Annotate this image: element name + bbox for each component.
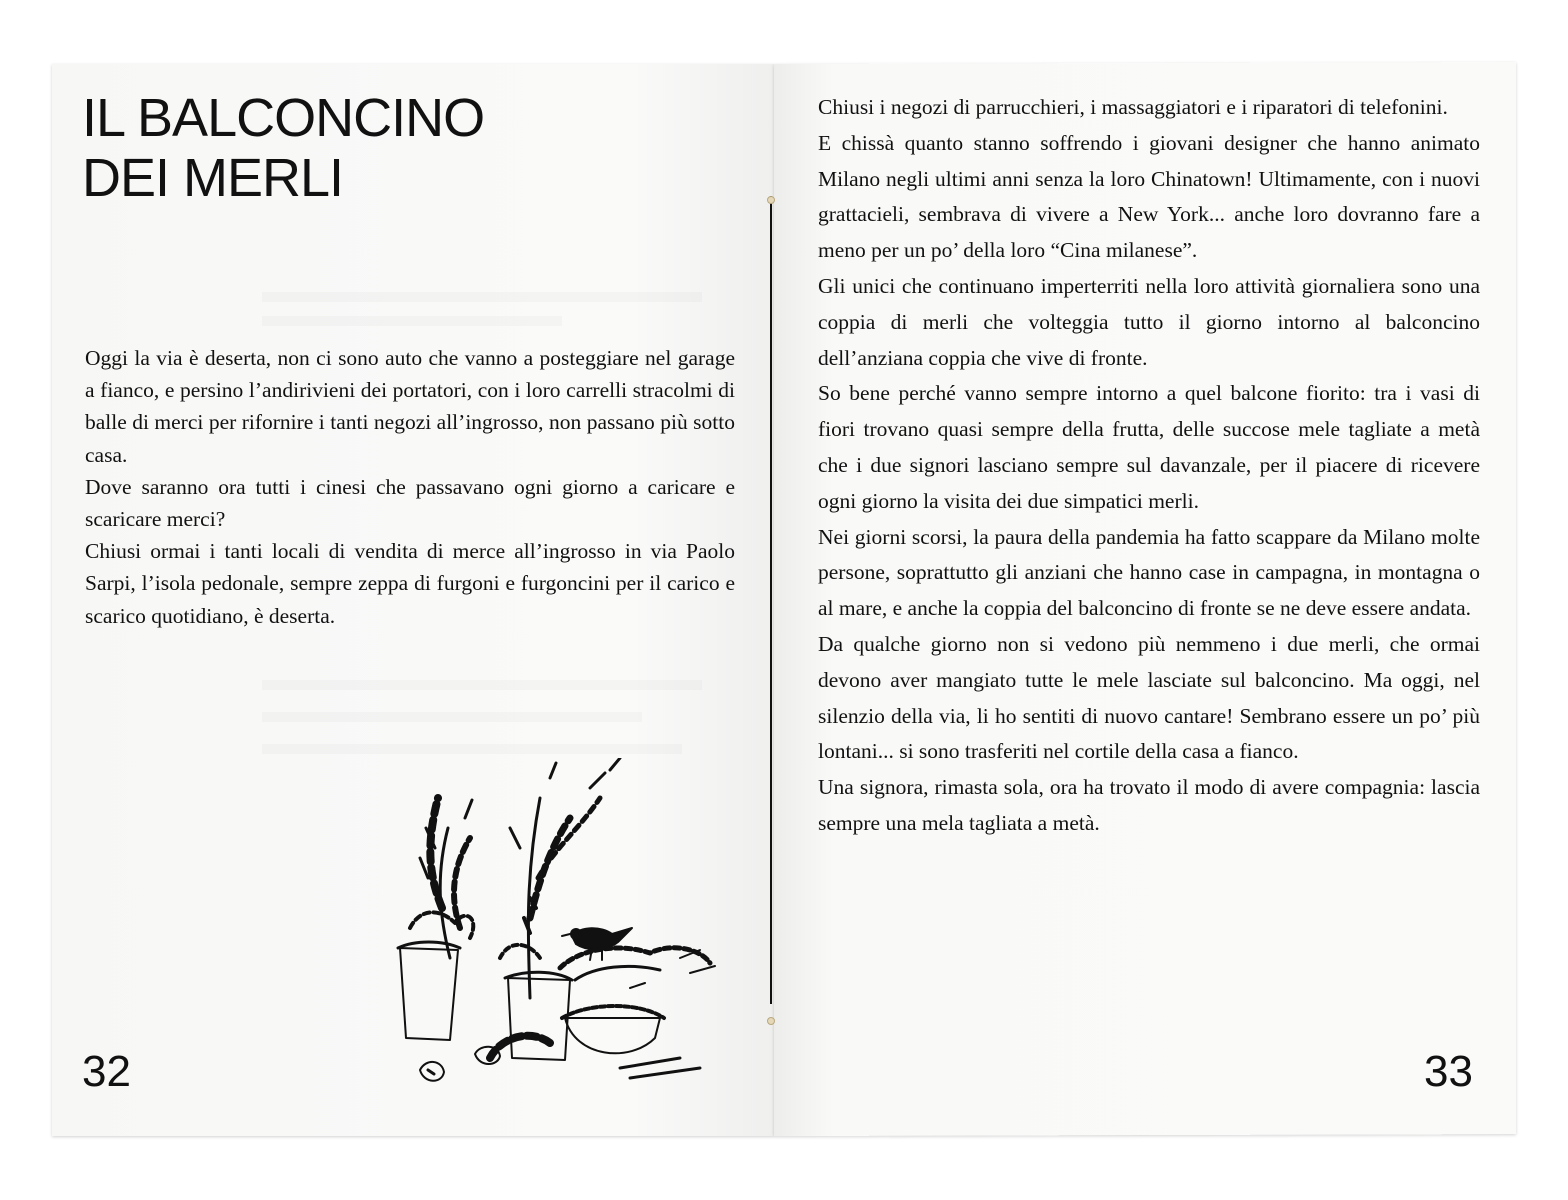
ink-sketch-blackbird-on-balcony-plants-icon [380, 758, 740, 1098]
paragraph: Chiusi i negozi di parrucchieri, i massaggiatori e i riparatori di telefonini. [818, 95, 1448, 119]
paragraph: Una signora, rimasta sola, ora ha trovato il modo di avere compagnia: lascia sempre una mela tagliata a metà. [818, 775, 1480, 835]
chapter-title-line-1: IL BALCONCINO [82, 88, 485, 148]
show-through-text [262, 680, 702, 690]
paragraph: So bene perché vanno sempre intorno a quel balcone fiorito: tra i vasi di fiori trovano quasi sempre della frutta, delle succose mele tagliate a metà che i due signori lasciano sempre sul davanzale, per il piacere di ricevere ogni giorno la visita dei due simpatici merli. [818, 381, 1480, 513]
binding-stitch [767, 196, 775, 204]
show-through-text [262, 744, 682, 754]
paragraph: Chiusi ormai i tanti locali di vendita di merce all’ingrosso in via Paolo Sarpi, l’isola pedonale, sempre zeppa di furgoni e furgoncini per il carico e scarico quotidiano, è deserta. [85, 539, 735, 628]
chapter-title-line-2: DEI MERLI [82, 148, 344, 208]
paragraph: Oggi la via è deserta, non ci sono auto che vanno a posteggiare nel garage a fianco, e persino l’andirivieni dei portatori, con i loro carrelli stracolmi di balle di merci per rifornire i tanti negozi all’ingrosso, non passano più sotto casa. [85, 346, 735, 467]
paragraph: E chissà quanto stanno soffrendo i giovani designer che hanno animato Milano negli ultimi anni senza la loro Chinatown! Ultimamente, con i nuovi grattacieli, sembrava di vivere a New York... anche loro dovranno fare a meno per un po’ della loro “Cina milanese”. [818, 130, 1480, 263]
page-number-right: 33 [1424, 1047, 1473, 1096]
page-number-left: 32 [82, 1047, 131, 1096]
binding-thread [770, 196, 772, 1004]
show-through-text [262, 292, 702, 302]
paragraph: Da qualche giorno non si vedono più nemmeno i due merli, che ormai devono aver mangiato tutte le mele lasciate sul balconcino. Ma oggi, nel silenzio della via, li ho sentiti di nuovo cantare! Sembrano essere un po’ più lontani... si sono trasferiti nel cortile della casa a fianco. [818, 631, 1480, 764]
binding-stitch [767, 1017, 775, 1025]
paragraph: Gli unici che continuano imperterriti nella loro attività giornaliera sono una coppia di merli che volteggia tutto il giorno intorno al balconcino dell’anziana coppia che vive di fronte. [818, 273, 1480, 370]
paragraph: Nei giorni scorsi, la paura della pandemia ha fatto scappare da Milano molte persone, soprattutto gli anziani che hanno case in campagna, in montagna o al mare, e anche la coppia del balconcino di fronte se ne deve essere andata. [818, 524, 1480, 621]
paragraph: Dove saranno ora tutti i cinesi che passavano ogni giorno a caricare e scaricare merci? [85, 474, 735, 532]
show-through-text [262, 712, 642, 722]
right-page-body [818, 90, 1480, 842]
left-page-body [85, 342, 735, 632]
show-through-text [262, 316, 562, 326]
chapter-title [82, 88, 484, 208]
